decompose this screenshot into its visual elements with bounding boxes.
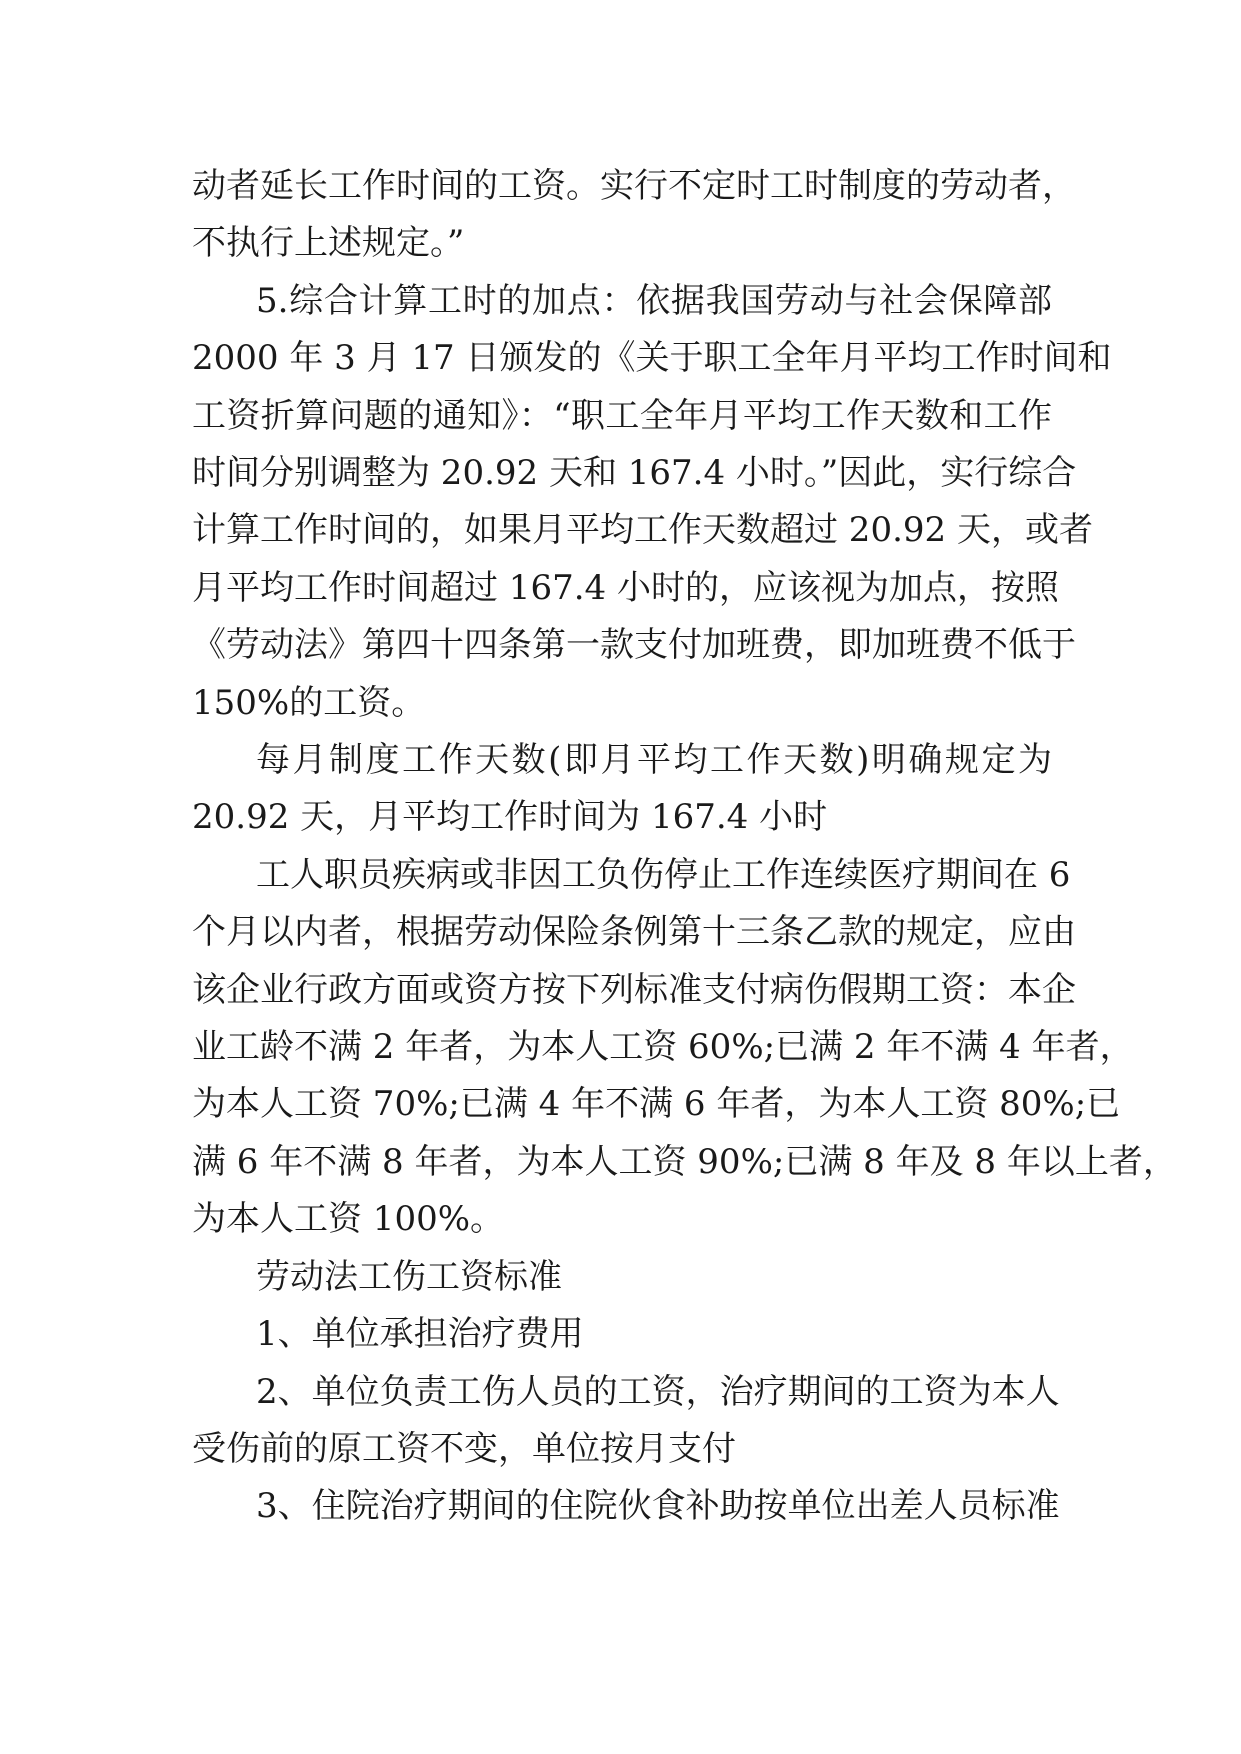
body-text-line: 工人职员疾病或非因工负伤停止工作连续医疗期间在 6: [256, 855, 1071, 895]
body-text-line: 为本人工资 100%。: [192, 1199, 505, 1239]
body-text-line: 2000 年 3 月 17 日颁发的《关于职工全年月平均工作时间和: [192, 338, 1112, 378]
body-text-line: 月平均工作时间超过 167.4 小时的，应该视为加点，按照: [192, 568, 1059, 608]
body-text-line: 受伤前的原工资不变，单位按月支付: [192, 1429, 736, 1469]
body-text-line: 计算工作时间的，如果月平均工作天数超过 20.92 天，或者: [192, 510, 1093, 550]
body-text-line: 工资折算问题的通知》：“职工全年月平均工作天数和工作: [192, 396, 1052, 436]
section-heading: 劳动法工伤工资标准: [256, 1257, 562, 1297]
body-text-line: 5.综合计算工时的加点：依据我国劳动与社会保障部: [256, 281, 1052, 321]
body-text-line: 《劳动法》第四十四条第一款支付加班费，即加班费不低于: [192, 625, 1076, 665]
body-text-line: 每月制度工作天数(即月平均工作天数)明确规定为: [256, 740, 1052, 780]
body-text-line: 为本人工资 70%;已满 4 年不满 6 年者，为本人工资 80%;已: [192, 1084, 1121, 1124]
body-text-line: 20.92 天，月平均工作时间为 167.4 小时: [192, 797, 828, 837]
body-text-line: 时间分别调整为 20.92 天和 167.4 小时。”因此，实行综合: [192, 453, 1077, 493]
body-text-line: 个月以内者，根据劳动保险条例第十三条乙款的规定，应由: [192, 912, 1076, 952]
body-text-line: 业工龄不满 2 年者，为本人工资 60%;已满 2 年不满 4 年者，: [192, 1027, 1134, 1067]
body-text-line: 动者延长工作时间的工资。实行不定时工时制度的劳动者，: [192, 166, 1076, 206]
list-item: 1、单位承担治疗费用: [256, 1314, 584, 1354]
list-item: 3、住院治疗期间的住院伙食补助按单位出差人员标准: [256, 1486, 1060, 1526]
body-text-line: 150%的工资。: [192, 683, 426, 723]
body-text-line: 满 6 年不满 8 年者，为本人工资 90%;已满 8 年及 8 年以上者，: [192, 1142, 1177, 1182]
list-item: 2、单位负责工伤人员的工资，治疗期间的工资为本人: [256, 1372, 1060, 1412]
body-text-line: 该企业行政方面或资方按下列标准支付病伤假期工资：本企: [192, 970, 1076, 1010]
body-text-line: 不执行上述规定。”: [192, 223, 465, 263]
